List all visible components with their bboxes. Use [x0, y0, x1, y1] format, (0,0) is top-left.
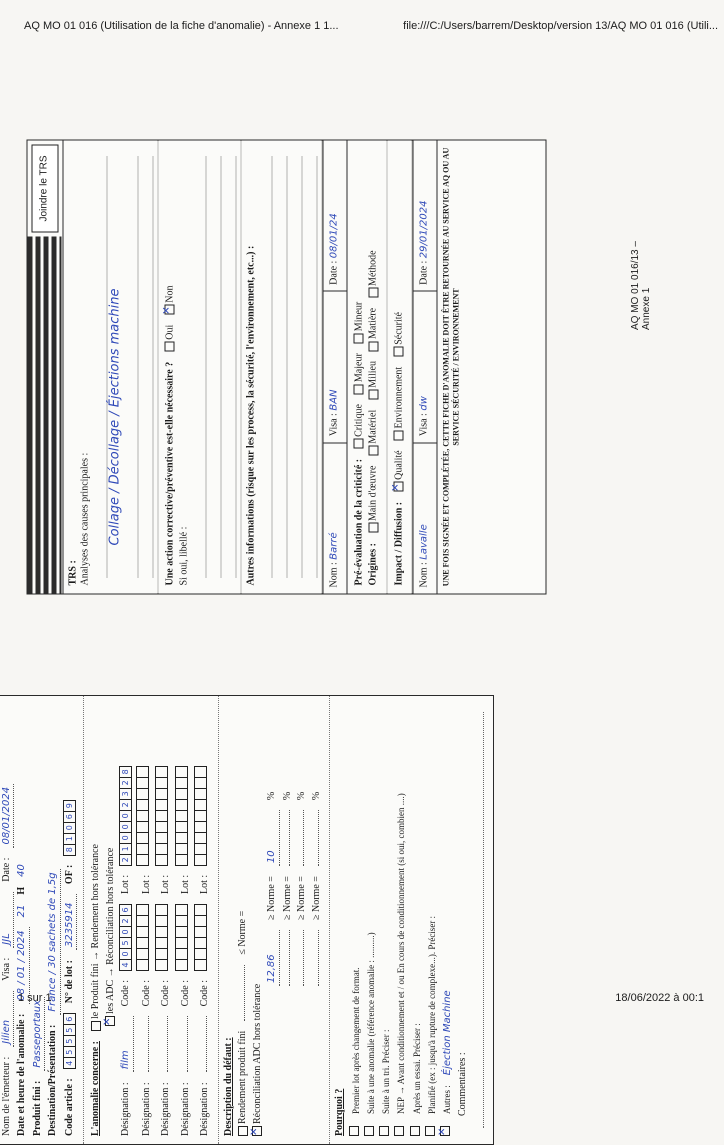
pourquoi-checkbox[interactable]: [379, 1126, 389, 1136]
designation-lot-label: Lot :: [140, 874, 152, 894]
page-footer-left: 1 sur 1: [18, 992, 52, 1004]
action-label: Une action corrective/préventive est-elle nécessaire ?: [164, 361, 176, 586]
sign2-date-value: 29/01/2024: [418, 200, 430, 259]
designation-label: Désignation :: [199, 1082, 210, 1136]
autres-info-section: [241, 141, 323, 594]
sign1-date-label: Date :: [328, 260, 340, 285]
pourquoi-title: Pourquoi ?: [334, 1088, 345, 1136]
concerne-label: L'anomalie concerne :: [90, 1041, 101, 1136]
defaut-unit: %: [296, 791, 307, 801]
emetteur-date-label: Date :: [0, 857, 12, 882]
defaut-norme-label: ≥ Norme =: [266, 876, 277, 920]
designation-code-grid[interactable]: 4 0 5 0 2 6: [119, 904, 132, 970]
anomaly-hour-suffix: H: [16, 886, 27, 895]
sign1-nom-label: Nom :: [328, 562, 340, 588]
sign2-date-label: Date :: [418, 260, 430, 285]
designation-label: Désignation :: [179, 1082, 191, 1136]
designation-row: [175, 704, 193, 1136]
emetteur-visa-label: Visa :: [0, 957, 12, 981]
code-article-grid[interactable]: 4 5 5 5 6: [63, 1013, 76, 1068]
sign1-visa-value: BAN: [328, 389, 340, 411]
emetteur-visa-value[interactable]: JJL: [1, 892, 15, 948]
lot-label: N° de lot :: [63, 960, 75, 1004]
designation-list: [119, 704, 212, 1136]
designation-code-label: Code :: [140, 980, 152, 1007]
designation-code-grid[interactable]: [194, 904, 207, 970]
defaut-line: [266, 704, 280, 1136]
reconciliation-checkbox[interactable]: [252, 1126, 262, 1136]
destination-value[interactable]: France / 30 sachets de 1,5g: [47, 869, 61, 1014]
autres-info-label: Autres informations (risque sur les process, la sécurité, l'environnement, etc...) :: [245, 245, 257, 586]
mineur-checkbox[interactable]: [354, 333, 364, 343]
form-analysis-sheet: [27, 140, 547, 595]
anomaly-date-value[interactable]: 08 / 01 / 2024: [16, 927, 30, 1003]
designation-row: [136, 704, 154, 1136]
origine-label-3: Matière: [367, 307, 379, 340]
defaut-norme-value[interactable]: [318, 810, 319, 866]
destination-label: Destination/Présentation :: [47, 1024, 58, 1136]
critique-checkbox[interactable]: [354, 439, 364, 449]
page-header-left: AQ MO 01 016 (Utilisation de la fiche d'anomalie) - Annexe 1 1...: [24, 20, 339, 32]
sign1-date-value: 08/01/24: [328, 213, 340, 259]
pourquoi-item: [410, 704, 423, 1136]
pourquoi-item: [349, 704, 362, 1136]
analyse-label: Analyses des causes principales :: [79, 452, 91, 586]
anomaly-minutes-value[interactable]: 40: [16, 864, 27, 877]
designation-value[interactable]: [187, 1016, 188, 1072]
designation-lot-label: Lot :: [199, 874, 210, 894]
of-label: OF :: [63, 864, 75, 885]
pourquoi-list: [349, 704, 455, 1136]
pourquoi-label: Après un essai. Préciser :: [411, 1023, 422, 1114]
designation-lot-grid[interactable]: [136, 766, 149, 865]
origines-label: Origines :: [367, 543, 379, 586]
defaut-title: Description du défaut :: [222, 1037, 234, 1136]
environnement-checkbox[interactable]: [394, 430, 404, 440]
oui-label: Oui: [164, 324, 176, 340]
pourquoi-section: [330, 696, 488, 1144]
commentaires-label: Commentaires :: [456, 1052, 468, 1116]
designation-label: Désignation :: [120, 1082, 131, 1136]
lot-value[interactable]: 3235914: [64, 894, 78, 950]
defaut-value[interactable]: 12,86: [266, 930, 280, 986]
origine-label-1: Matériel: [367, 409, 379, 444]
pourquoi-label: Suite à une anomalie (référence anomalie : ..........): [365, 932, 376, 1114]
defaut-norme-value[interactable]: [289, 810, 290, 866]
adc-checkbox[interactable]: [105, 1016, 115, 1026]
defaut-unit: %: [281, 791, 293, 801]
designation-lot-label: Lot :: [120, 874, 131, 894]
designation-value[interactable]: film: [120, 1016, 134, 1072]
defaut-value[interactable]: [303, 930, 304, 986]
code-article-label: Code article :: [63, 1078, 75, 1136]
emetteur-section: [0, 696, 84, 1144]
pourquoi-checkbox[interactable]: [440, 1126, 450, 1136]
qualite-label: Qualité: [393, 450, 405, 480]
sign2-nom-value: Lavalle: [418, 524, 430, 560]
produit-fini-checkbox[interactable]: [91, 1021, 101, 1031]
origine-checkbox-2[interactable]: [368, 390, 378, 400]
designation-value[interactable]: [206, 1016, 207, 1072]
rendement-norme: ≤ Norme =: [237, 910, 248, 955]
designation-code-grid[interactable]: [175, 904, 188, 970]
pourquoi-item: [425, 704, 438, 1136]
form-anomaly-sheet: [0, 695, 494, 1145]
rendement-label: Rendement produit fini: [237, 1030, 248, 1124]
defaut-line: [296, 704, 309, 1136]
designation-row: [155, 704, 173, 1136]
origine-checkbox-0[interactable]: [368, 523, 378, 533]
emetteur-label: Nom de l'émetteur :: [0, 1056, 12, 1136]
sign2-visa-value: dw: [418, 396, 430, 411]
origine-label-4: Méthode: [367, 250, 379, 286]
defaut-section: [219, 696, 331, 1144]
pourquoi-checkbox[interactable]: [364, 1126, 374, 1136]
pourquoi-label: Autres :: [442, 1085, 452, 1114]
pourquoi-checkbox[interactable]: [394, 1126, 404, 1136]
pourquoi-item: [379, 704, 392, 1136]
defaut-line: [311, 704, 324, 1136]
designation-code-label: Code :: [179, 980, 191, 1007]
securite-checkbox[interactable]: [394, 347, 404, 357]
designation-lot-label: Lot :: [179, 874, 191, 894]
sign2-visa-label: Visa :: [418, 413, 430, 437]
signature-row-2: [413, 141, 438, 594]
designation-lot-grid[interactable]: 2 1 0 0 0 2 3 2 8: [119, 766, 132, 865]
pourquoi-value[interactable]: Éjection Machine: [442, 990, 453, 1076]
designation-row: [119, 704, 134, 1136]
pourquoi-label: Suite à un tri. Préciser :: [381, 1029, 391, 1114]
pourquoi-checkbox[interactable]: [425, 1126, 435, 1136]
sign1-visa-label: Visa :: [328, 413, 340, 437]
pourquoi-item: [394, 704, 407, 1136]
anomaly-datetime-label: Date et heure de l'anomalie :: [16, 1013, 27, 1136]
pourquoi-label: NEP → Avant conditionnement et / ou En cours de conditionnement (si oui, combien ....): [396, 793, 407, 1114]
sign2-nom-label: Nom :: [418, 562, 430, 588]
action-section: [158, 141, 241, 594]
designation-lot-label: Lot :: [160, 874, 171, 894]
trs-section: [63, 141, 158, 594]
pourquoi-item: [440, 704, 455, 1136]
annex-reference: AQ MO 01 016/13 – Annexe 1: [630, 241, 652, 330]
emetteur-date-value[interactable]: 08/01/2024: [1, 784, 15, 848]
designation-code-grid[interactable]: [136, 904, 149, 970]
concerne-section: [84, 696, 219, 1144]
pourquoi-label: Planifié (ex : jusqu'à rupture de complexe...). Préciser :: [426, 915, 437, 1114]
anomaly-hour-value[interactable]: 21: [16, 904, 27, 918]
signature-row-1: [323, 141, 348, 594]
defaut-norme-value[interactable]: [303, 810, 304, 866]
defaut-norme-label: ≥ Norme =: [296, 876, 307, 920]
produit-fini-label: Produit fini :: [31, 1080, 43, 1136]
designation-code-grid[interactable]: [155, 904, 168, 970]
page-footer-right: 18/06/2022 à 00:1: [615, 992, 704, 1004]
designation-value[interactable]: [167, 1016, 168, 1072]
critique-label: Critique: [353, 404, 365, 437]
concerne-produit-label: le Produit fini → Rendement hors tolérance: [90, 844, 101, 1020]
trs-label: TRS :: [67, 560, 78, 586]
preeval-section: [347, 141, 387, 594]
designation-code-label: Code :: [160, 980, 171, 1007]
preeval-label: Pré-évaluation de la criticité :: [353, 458, 365, 586]
designation-code-label: Code :: [199, 980, 210, 1007]
page-header-right: file:///C:/Users/barrem/Desktop/version 13/AQ MO 01 016 (Utili...: [403, 20, 718, 32]
header-stripes: [28, 236, 62, 593]
defaut-value[interactable]: [289, 930, 290, 986]
oui-checkbox[interactable]: [165, 342, 175, 352]
designation-value[interactable]: [148, 1016, 149, 1072]
origine-checkbox-4[interactable]: [368, 288, 378, 298]
impact-label: Impact / Diffusion :: [393, 501, 405, 586]
mineur-label: Mineur: [353, 301, 365, 332]
designation-lot-grid[interactable]: [155, 766, 168, 865]
designation-lot-grid[interactable]: [175, 766, 188, 865]
sign1-nom-value: Barré: [328, 532, 340, 560]
of-grid[interactable]: 8 1 0 6 9: [63, 800, 76, 855]
defaut-unit: %: [310, 791, 322, 801]
majeur-label: Majeur: [353, 353, 365, 383]
rendement-value[interactable]: [244, 965, 245, 1021]
si-oui-label: Si oui, libellé :: [178, 526, 190, 586]
defaut-lines: [266, 704, 323, 1136]
origine-checkbox-1[interactable]: [368, 446, 378, 456]
origine-label-0: Main d'œuvre: [367, 465, 379, 521]
environnement-label: Environnement: [393, 366, 405, 429]
defaut-norme-value[interactable]: 10: [266, 810, 280, 866]
reconciliation-label: Réconciliation ADC hors tolérance: [251, 983, 263, 1124]
analyse-value: Collage / Décollage / Éjections machine: [107, 288, 122, 546]
analysis-header: [28, 141, 64, 594]
defaut-line: [282, 704, 295, 1136]
designation-lot-grid[interactable]: [194, 766, 207, 865]
origine-checkbox-3[interactable]: [368, 341, 378, 351]
return-instruction: UNE FOIS SIGNÉE ET COMPLÉTÉE, CETTE FICHE D'ANOMALIE DOIT ÊTRE RETOURNÉE AU SERVICE AQ OU AU SERVICE SÉCURITÉ / ENVIRONNEMENT: [441, 147, 461, 587]
defaut-value[interactable]: [318, 930, 319, 986]
designation-code-label: Code :: [120, 980, 131, 1007]
qualite-checkbox[interactable]: [394, 482, 404, 492]
joindre-trs-button[interactable]: Joindre le TRS: [32, 145, 59, 233]
designation-label: Désignation :: [160, 1082, 171, 1136]
designation-row: [194, 704, 212, 1136]
concerne-adc-label: les ADC → Réconciliation hors tolérance: [104, 847, 116, 1014]
rendement-checkbox[interactable]: [238, 1126, 248, 1136]
defaut-norme-label: ≥ Norme =: [310, 876, 322, 920]
pourquoi-item: [364, 704, 377, 1136]
origine-label-2: Milieu: [367, 361, 379, 388]
emetteur-value[interactable]: Jilien: [1, 991, 15, 1047]
impact-section: [387, 141, 413, 594]
pourquoi-label: Premier lot après changement de format.: [350, 967, 361, 1114]
securite-label: Sécurité: [393, 312, 405, 345]
defaut-norme-label: ≥ Norme =: [281, 876, 293, 920]
pourquoi-checkbox[interactable]: [349, 1126, 359, 1136]
defaut-unit: %: [266, 791, 277, 801]
non-label: Non: [164, 285, 176, 303]
designation-label: Désignation :: [140, 1082, 152, 1136]
produit-fini-value[interactable]: Passeportaux: [32, 997, 46, 1071]
majeur-checkbox[interactable]: [354, 384, 364, 394]
non-checkbox[interactable]: [165, 305, 175, 315]
pourquoi-checkbox[interactable]: [410, 1126, 420, 1136]
